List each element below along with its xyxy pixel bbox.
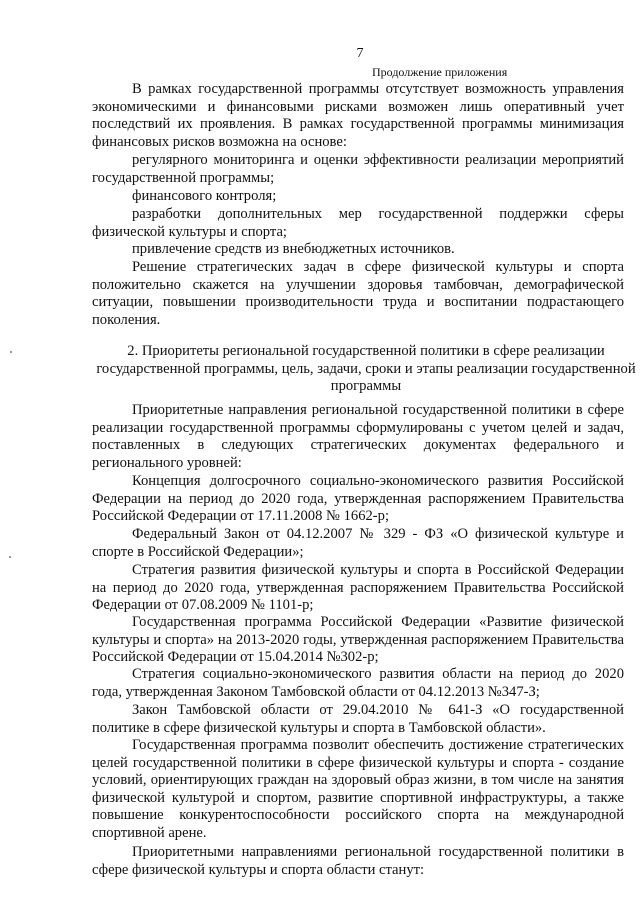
page-number: 7 — [356, 46, 364, 61]
paragraph-risks: В рамках государственной программы отсутствует возможность управления экономическими и финансовыми рисками возможен лишь оперативный учет последствий их проявления. В рамках государственной программы минимизация финансовых рисков возможна на основе: — [92, 81, 624, 150]
document-item-concept: Концепция долгосрочного социально-экономического развития Российской Федерации на период до 2020 года, утвержденная распоряжением Правительства Российской Федерации от 17.11.2008 № 1662-р; — [92, 473, 624, 525]
scan-mark — [10, 351, 12, 353]
document-item-regional-law: Закон Тамбовской области от 29.04.2010 № 641-З «О государственной политике в сфере физической культуры и спорта в Тамбовской области». — [92, 702, 624, 736]
paragraph-program-goals: Государственная программа позволит обеспечить достижение стратегических целей государственной политики в сфере физической культуры и спорта - создание условий, ориентирующих граждан на здоровый образ жизни, в том числе на занятия физической культурой и спортом, развитие спортивной инфраструктуры, а также повышение конкурентоспособности российского спорта на международной спортивной арене. — [92, 737, 624, 841]
list-item-financial-control: финансового контроля; — [132, 188, 277, 204]
continuation-note: Продолжение приложения — [372, 65, 508, 79]
document-item-state-program-rf: Государственная программа Российской Федерации «Развитие физической культуры и спорта» на 2013-2020 годы, утвержденная распоряжением Правительства Российской Федерации от 15.04.2014 №302-р; — [92, 614, 624, 666]
paragraph-priorities-intro: Приоритетные направления региональной государственной политики в сфере реализации государственной программы сформулированы с учетом целей и задач, поставленных в следующих стратегических документах федерального и регионального уровней: — [92, 402, 624, 471]
list-item-monitoring: регулярного мониторинга и оценки эффективности реализации мероприятий государственной программы; — [92, 152, 624, 186]
scan-mark — [9, 556, 11, 558]
list-item-support-measures: разработки дополнительных мер государственной поддержки сферы физической культуры и спорта; — [92, 206, 624, 240]
paragraph-strategic-tasks: Решение стратегических задач в сфере физической культуры и спорта положительно скажется на улучшении здоровья тамбовчан, демографической ситуации, повышении производительности труда и воспитании подрастающего поколения. — [92, 259, 624, 328]
document-item-strategy-rf: Стратегия развития физической культуры и спорта в Российской Федерации на период до 2020 года, утвержденная распоряжением Правительства Российской Федерации от 07.08.2009 № 1101-р; — [92, 562, 624, 614]
document-item-federal-law: Федеральный Закон от 04.12.2007 № 329 - ФЗ «О физической культуре и спорте в Российской Федерации»; — [92, 526, 624, 560]
document-item-strategy-region: Стратегия социально-экономического развития области на период до 2020 года, утвержденная Законом Тамбовской области от 04.12.2013 №347-З; — [92, 666, 624, 700]
section-heading: 2. Приоритеты региональной государственной политики в сфере реализации государственной программы, цель, задачи, сроки и этапы реализации государственной программы — [96, 343, 636, 395]
paragraph-priority-directions: Приоритетными направлениями региональной государственной политики в сфере физической культуры и спорта области станут: — [92, 844, 624, 878]
list-item-extrabudgetary: привлечение средств из внебюджетных источников. — [132, 241, 455, 257]
